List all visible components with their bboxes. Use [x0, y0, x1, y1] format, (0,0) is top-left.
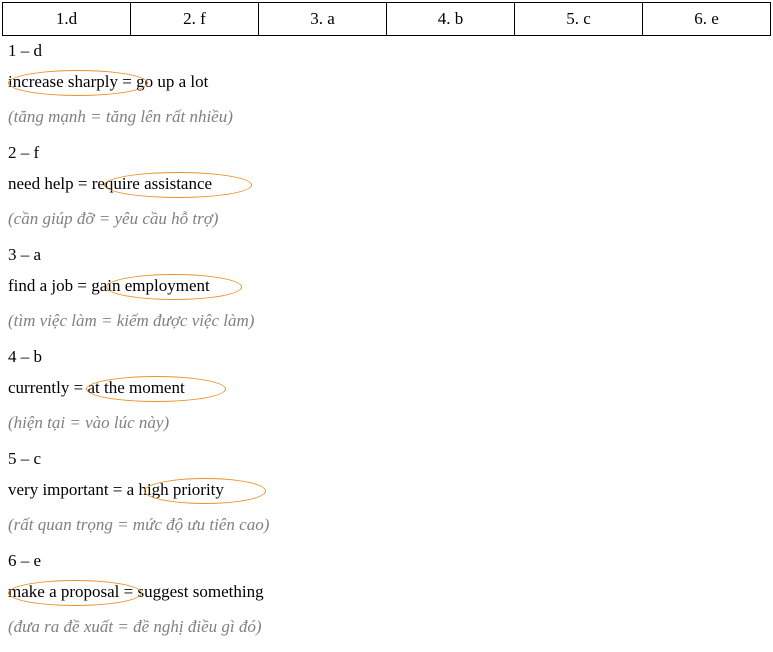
- item-vietnamese-text: (tăng mạnh = tăng lên rất nhiều): [8, 107, 233, 126]
- item-english-text: currently = at the moment: [8, 378, 185, 397]
- answer-cell-3: 3. a: [259, 3, 387, 36]
- item-english-text: need help = require assistance: [8, 174, 213, 193]
- answer-cell-4: 4. b: [387, 3, 515, 36]
- item-english-line: [8, 377, 773, 412]
- answer-cell-2: 2. f: [131, 3, 259, 36]
- item-english-text: increase sharply = go up a lot: [8, 72, 209, 91]
- item-vietnamese-text: (rất quan trọng = mức độ ưu tiên cao): [8, 515, 270, 534]
- item-vietnamese-text: (hiện tại = vào lúc này): [8, 413, 170, 432]
- item-english-line: [8, 479, 773, 514]
- item-english-line: [8, 581, 773, 616]
- table-row: [3, 3, 771, 36]
- item-number: 6 – e: [8, 551, 42, 570]
- item-vietnamese-text: (đưa ra đề xuất = đề nghị điều gì đó): [8, 617, 262, 636]
- item-number: 5 – c: [8, 449, 42, 468]
- item-english-line: [8, 173, 773, 208]
- item-english-line: [8, 71, 773, 106]
- answer-cell-6: 6. e: [643, 3, 771, 36]
- item-english-text: find a job = gain employment: [8, 276, 210, 295]
- answer-key-table: [2, 2, 771, 36]
- item-english-text: make a proposal = suggest something: [8, 582, 264, 601]
- item-number: 3 – a: [8, 245, 42, 264]
- item-english-text: very important = a high priority: [8, 480, 224, 499]
- item-number: 1 – d: [8, 41, 42, 60]
- item-number: 2 – f: [8, 143, 40, 162]
- item-vietnamese-text: (cần giúp đỡ = yêu cầu hỗ trợ): [8, 209, 219, 228]
- answer-cell-1: 1.d: [3, 3, 131, 36]
- item-vietnamese-text: (tìm việc làm = kiếm được việc làm): [8, 311, 255, 330]
- item-english-line: [8, 275, 773, 310]
- answer-cell-5: 5. c: [515, 3, 643, 36]
- item-number: 4 – b: [8, 347, 42, 366]
- explanation-list: [0, 36, 773, 652]
